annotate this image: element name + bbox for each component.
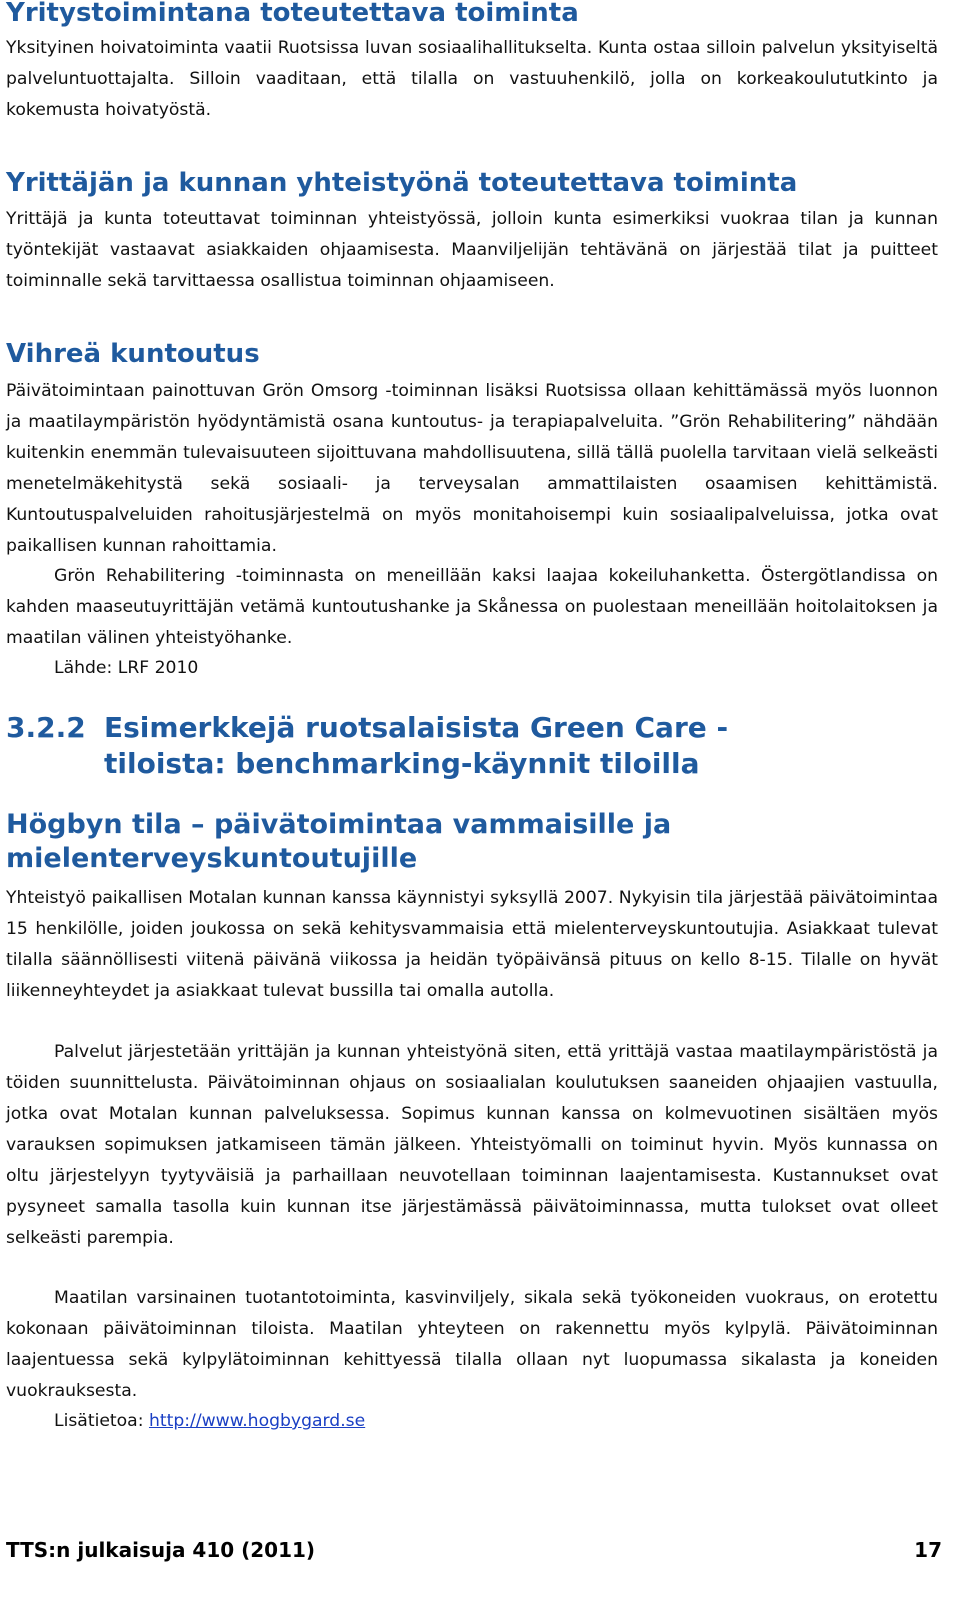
source-note: Lähde: LRF 2010 [54,658,199,678]
section-heading-green-rehab: Vihreä kuntoutus [6,339,260,369]
paragraph-business: Yksityinen hoivatoiminta vaatii Ruotsissa luvan sosiaalihallitukselta. Kunta ostaa silloin palvelun yksityiseltä palveluntuottajalta. Silloin vaaditaan, että tilalla on vastuuhenkilö, jolla on korkeakoulututkinto ja kokemusta hoivatyöstä. [6,38,938,120]
more-info-label: Lisätietoa: [54,1411,149,1431]
paragraph-hogby-2: Palvelut järjestetään yrittäjän ja kunnan yhteistyönä siten, että yrittäjä vastaa maatilaympäristöstä ja töiden suunnittelusta. Päivätoiminnan ohjaus on sosiaalialan koulutuksen saaneiden ohjaajien vastuulla, jotka ovat Motalan kunnan palveluksessa. Sopimus kunnan kanssa on kolmevuotinen sisältäen myös varauksen sopimuksen jatkamiseen tämän jälkeen. Yhteistyömalli on toiminut hyvin. Myös kunnassa on oltu järjestelyyn tyytyväisiä ja parhaillaan neuvotellaan toiminnan laajentamisesta. Kustannukset ovat pysyneet samalla tasolla kuin kunnan itse järjestämässä päivätoiminnassa, mutta tulokset ovat olleet selkeästi parempia. [6,1042,938,1248]
paragraph-green-rehab-2: Grön Rehabilitering -toiminnasta on meneillään kaksi laajaa kokeiluhanketta. Östergötlandissa on kahden maaseutuyrittäjän vetämä kuntoutushanke ja Skånessa on puolestaan meneillään hoitolaitoksen ja maatilan välinen yhteistyöhanke. [6,566,938,648]
subsection-title: Esimerkkejä ruotsalaisista Green Care -tiloista: benchmarking-käynnit tiloilla [104,711,729,780]
section-heading-business: Yritystoimintana toteutettava toiminta [6,0,579,28]
hogby-website-link[interactable]: http://www.hogbygard.se [148,1411,366,1431]
subsection-heading [6,710,938,782]
paragraph-hogby-3: Maatilan varsinainen tuotantotoiminta, kasvinviljely, sikala sekä työkoneiden vuokraus, on erotettu kokonaan päivätoiminnan tiloista. Maatilan yhteyteen on rakennettu myös kylpylä. Päivätoiminnan laajentuessa sekä kylpylätoiminnan kehittyessä tilalla ollaan nyt luopumassa sikalasta ja koneiden vuokrauksesta. [6,1288,938,1401]
page-number: 17 [914,1538,942,1562]
paragraph-green-rehab-1: Päivätoimintaan painottuvan Grön Omsorg -toiminnan lisäksi Ruotsissa ollaan kehittämässä myös luonnon ja maatilaympäristön hyödyntämistä osana kuntoutus- ja terapiapalveluita. ”Grön Rehabilitering” nähdään kuitenkin enemmän tulevaisuuteen sijoittuvana mahdollisuutena, sillä tällä puolella tarvitaan vielä selkeästi menetelmäkehitystä sekä sosiaali- ja terveysalan ammattilaisten osaamisen kehittämistä. Kuntoutuspalveluiden rahoitusjärjestelmä on myös monitahoisempi kuin sosiaalipalveluissa, jotka ovat paikallisen kunnan rahoittamia. [6,381,938,556]
paragraph-hogby-1: Yhteistyö paikallisen Motalan kunnan kanssa käynnistyi syksyllä 2007. Nykyisin tila järjestää päivätoimintaa 15 henkilölle, joiden joukossa on sekä kehitysvammaisia että mielenterveyskuntoutujia. Asiakkaat tulevat tilalla säännöllisesti viitenä päivänä viikossa ja heidän työpäivänsä pituus on kello 8-15. Tilalle on hyvät liikenneyhteydet ja asiakkaat tulevat bussilla tai omalla autolla. [6,888,938,1001]
publication-series: TTS:n julkaisuja 410 (2011) [6,1538,316,1562]
subsection-number: 3.2.2 [6,711,86,744]
more-info-line [6,1406,938,1437]
paragraph-cooperation: Yrittäjä ja kunta toteuttavat toiminnan yhteistyössä, jolloin kunta esimerkiksi vuokraa tilan ja kunnan työntekijät vastaavat asiakkaiden ohjaamisesta. Maanviljelijän tehtävänä on järjestää tilat ja puitteet toiminnalle sekä tarvittaessa osallistua toiminnan ohjaamiseen. [6,209,938,291]
section-heading-cooperation: Yrittäjän ja kunnan yhteistyönä toteutettava toiminta [6,168,798,198]
page-footer [6,1538,942,1562]
section-heading-hogby: Högbyn tila – päivätoimintaa vammaisille ja mielenterveyskuntoutujille [6,809,672,874]
